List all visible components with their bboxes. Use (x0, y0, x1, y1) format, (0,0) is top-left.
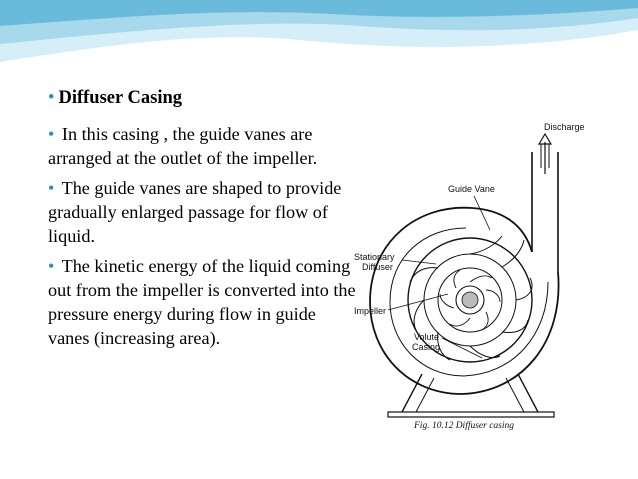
bullet-item (48, 176, 358, 248)
discharge-arrow-icon (539, 134, 551, 174)
diffuser-casing-diagram (352, 112, 592, 442)
impeller-label: Impeller (354, 306, 387, 316)
header-wave-decoration (0, 0, 638, 90)
diffuser-label: Diffuser (362, 262, 393, 272)
bullet-text: The kinetic energy of the liquid coming out from the impeller is converted into the pressure energy during flow in guide vanes (increasing area). (48, 256, 356, 348)
slide-heading (48, 88, 182, 109)
diffuser-casing-figure (352, 112, 592, 442)
bullet-item (48, 122, 358, 170)
bullet-item (48, 254, 358, 350)
bullet-dot: • (48, 256, 55, 276)
bullet-dot: • (48, 178, 55, 198)
heading-bullet: • (48, 88, 55, 108)
stationary-label: Stationary (354, 252, 395, 262)
heading-title: Diffuser Casing (58, 88, 182, 108)
casing-label: Casing (412, 342, 441, 352)
volute-label: Volute (414, 332, 440, 342)
figure-caption: Fig. 10.12 Diffuser casing (414, 421, 515, 431)
discharge-label: Discharge (544, 122, 585, 132)
bullet-list (48, 122, 358, 356)
guide-vane-label: Guide Vane (448, 184, 495, 194)
bullet-text: In this casing , the guide vanes are arranged at the outlet of the impeller. (48, 124, 318, 168)
bullet-dot: • (48, 124, 55, 144)
bullet-text: The guide vanes are shaped to provide gradually enlarged passage for flow of liquid. (48, 178, 342, 246)
